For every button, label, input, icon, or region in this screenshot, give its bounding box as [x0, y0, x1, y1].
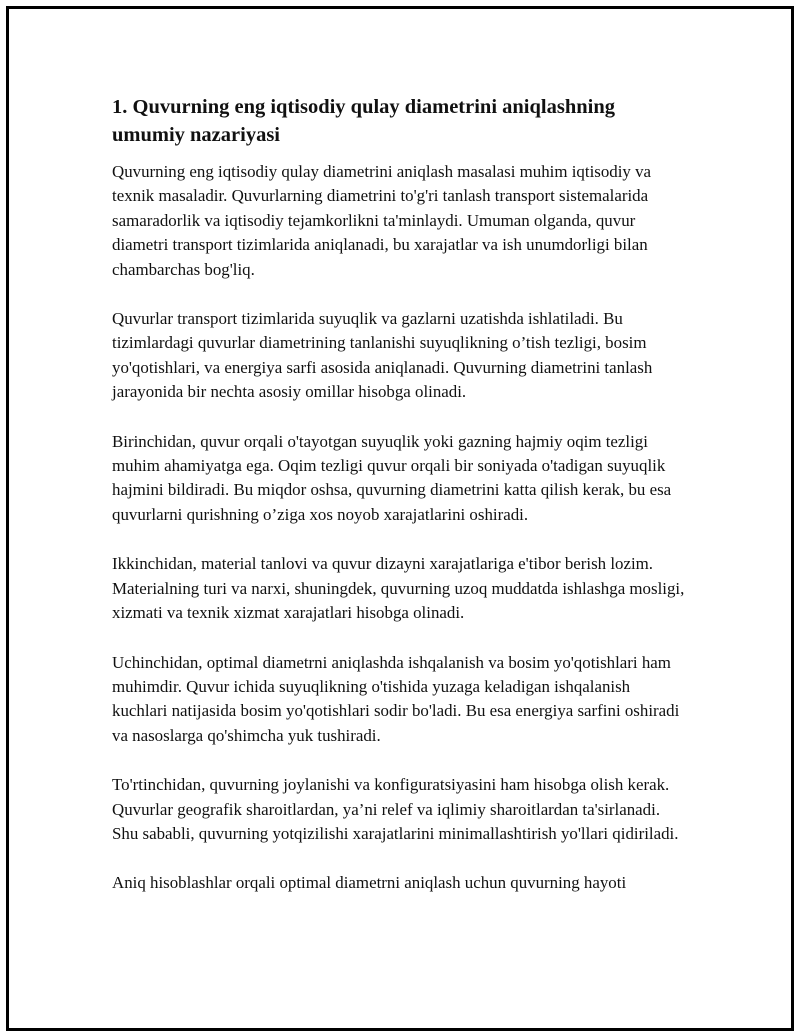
section-heading: 1. Quvurning eng iqtisodiy qulay diametrini aniqlashning umumiy nazariyasi — [112, 96, 615, 146]
document-body — [112, 93, 688, 921]
paragraph: Uchinchidan, optimal diametrni aniqlashda ishqalanish va bosim yo'qotishlari ham muhimdir. Quvur ichida suyuqlikning o'tishida yuzaga keladigan ishqalanish kuchlari natijasida bosim yo'qotishlari sodir bo'ladi. Bu esa energiya sarfini oshiradi va nasoslarga qo'shimcha yuk tushiradi. — [112, 652, 680, 745]
paragraph: Ikkinchidan, material tanlovi va quvur dizayni xarajatlariga e'tibor berish lozim. Materialning turi va narxi, shuningdek, quvurning uzoq muddatda ishlashga mosligi, xizmati va texnik xizmat xarajatlari hisobga olinadi. — [112, 554, 685, 623]
paragraph: Aniq hisoblashlar orqali optimal diametrni aniqlash uchun quvurning hayoti — [112, 873, 627, 893]
paragraph: Quvurlar transport tizimlarida suyuqlik va gazlarni uzatishda ishlatiladi. Bu tizimlardagi quvurlar diametrining tanlanishi suyuqlikning o’tish tezligi, bosim yo'qotishlari, va energiya sarfi asosida aniqlanadi. Quvurning diametrini tanlash jarayonida bir nechta asosiy omillar hisobga olinadi. — [112, 309, 653, 402]
paragraph: To'rtinchidan, quvurning joylanishi va konfiguratsiyasini ham hisobga olish kerak. Quvurlar geografik sharoitlardan, ya’ni relef va iqlimiy sharoitlardan ta'sirlanadi. Shu sababli, quvurning yotqizilishi xarajatlarini minimallashtirish yo'llari qidiriladi. — [112, 775, 679, 843]
paragraph: Birinchidan, quvur orqali o'tayotgan suyuqlik yoki gazning hajmiy oqim tezligi muhim ahamiyatga ega. Oqim tezligi quvur orqali bir soniyada o'tadigan suyuqlik hajmini bildiradi. Bu miqdor oshsa, quvurning diametrini katta qilish kerak, bu esa quvurlarni qurishning o’ziga xos noyob xarajatlarini oshiradi. — [112, 431, 672, 524]
paragraph: Quvurning eng iqtisodiy qulay diametrini aniqlash masalasi muhim iqtisodiy va texnik masaladir. Quvurlarning diametrini to'g'ri tanlash transport sistemalarida samaradorlik va iqtisodiy tejamkorlikni ta'minlaydi. Umuman olganda, quvur diametri transport tizimlarida aniqlanadi, bu xarajatlar va ish unumdorligi bilan chambarchas bog'liq. — [112, 162, 652, 279]
